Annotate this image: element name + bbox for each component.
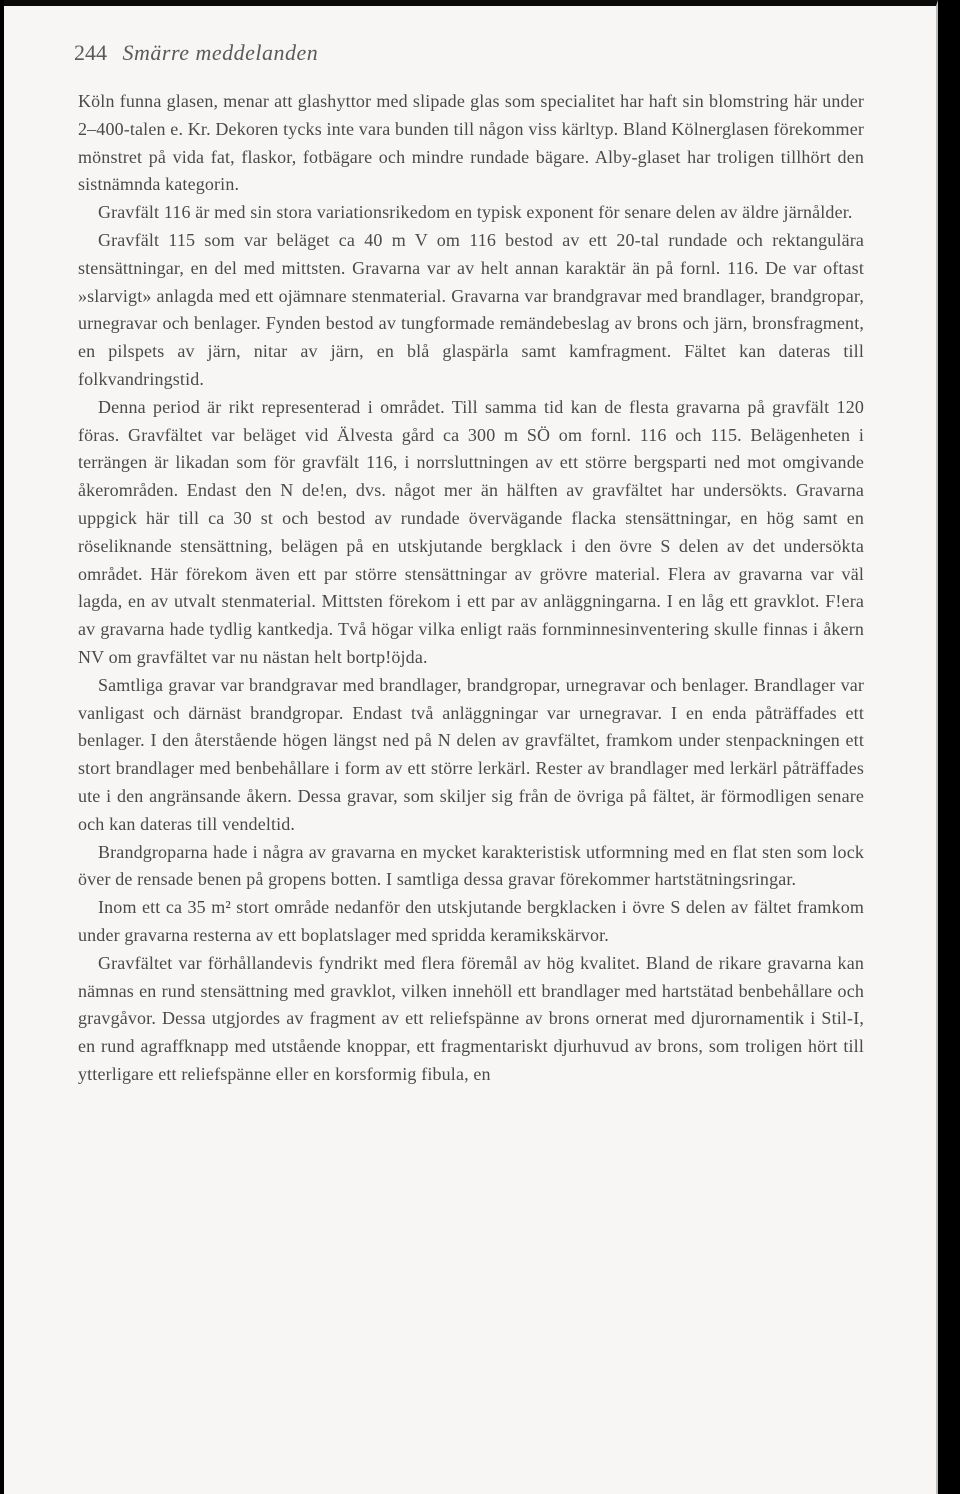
paragraph: Gravfältet var förhållandevis fyndrikt med flera föremål av hög kvalitet. Bland de rikare gravarna kan nämnas en rund stensättning med gravklot, vilken innehöll ett brandlager med hartstätad benbehållare och gravgåvor. Dessa utgjordes av fragment av ett reliefspänne av brons ornerat med djurornamentik i Stil-I, en rund agraffknapp med utstående knoppar, ett fragmentariskt djurhuvud av brons, som troligen hört till ytterligare ett reliefspänne eller en korsformig fibula, en	[78, 952, 864, 1084]
body-text	[78, 88, 864, 1089]
paragraph: Köln funna glasen, menar att glashyttor med slipade glas som specialitet har haft sin blomstring här under 2–400-talen e. Kr. Dekoren tycks inte vara bunden till någon viss kärltyp. Bland Kölnerglasen förekommer mönstret på vida fat, flaskor, fotbägare och mindre rundade bägare. Alby-glaset har troligen tillhört den sistnämnda kategorin.	[78, 91, 864, 195]
paragraph: Inom ett ca 35 m² stort område nedanför den utskjutande bergklacken i övre S delen av fältet framkom under gravarna resterna av ett boplatslager med spridda keramikskärvor.	[78, 897, 864, 945]
paragraph: Brandgroparna hade i några av gravarna en mycket karakteristisk utformning med en flat sten som lock över de rensade benen på gropens botten. I samtliga dessa gravar förekommer hartstätningsringar.	[78, 841, 864, 890]
page-number: 244	[74, 40, 107, 65]
paragraph: Denna period är rikt representerad i området. Till samma tid kan de flesta gravarna på gravfält 120 föras. Gravfältet var beläget vid Älvesta gård ca 300 m SÖ om fornl. 116 och 115. Belägenheten i terrängen är likadan som för gravfält 116, i norrsluttningen av ett större bergsparti ned mot omgivande åkerområden. Endast den N de!en, dvs. något mer än hälften av gravfältet har undersökts. Gravarna uppgick här till ca 30 st och bestod av rundade övervägande flacka stensättningar, en hög samt en röseliknande stensättning, belägen på en utskjutande bergklack i den övre S delen av det undersökta området. Här förekom även ett par större stensättningar av grövre material. Flera av gravarna var väl lagda, en av utvalt stenmaterial. Mittsten förekom i ett par av anläggningarna. I en låg ett gravklot. F!era av gravarna hade tydlig kantkedja. Två högar vilka enligt raäs fornminnesinventering skulle finnas i åkern NV om gravfältet var nu nästan helt bortp!öjda.	[78, 396, 864, 667]
paragraph: Gravfält 115 som var beläget ca 40 m V om 116 bestod av ett 20-tal rundade och rektangulära stensättningar, en del med mittsten. Gravarna var av helt annan karaktär än på fornl. 116. De var oftast »slarvigt» anlagda med ett ojämnare stenmaterial. Gravarna var brandgravar med brandlager, brandgropar, urnegravar och benlager. Fynden bestod av tungformade remändebeslag av brons och järn, bronsfragment, en pilspets av järn, nitar av järn, en blå glaspärla samt kamfragment. Fältet kan dateras till folkvandringstid.	[78, 229, 864, 389]
paragraph: Gravfält 116 är med sin stora variationsrikedom en typisk exponent för senare delen av äldre järnålder.	[98, 202, 853, 223]
running-header	[74, 40, 318, 66]
running-title: Smärre meddelanden	[122, 40, 319, 65]
paragraph: Samtliga gravar var brandgravar med brandlager, brandgropar, urnegravar och benlager. Brandlager var vanligast och därnäst brandgropar. Endast två anläggningar var urnegravar. I en enda påträffades ett benlager. I den återstående högen längst ned på N delen av gravfältet, framkom under stenpackningen ett stort brandlager med benbehållare i form av ett större lerkärl. Rester av brandlager med lerkärl påträffades ute i den angränsande åkern. Dessa gravar, som skiljer sig från de övriga på fältet, är förmodligen senare och kan dateras till vendeltid.	[78, 674, 864, 834]
document-page	[4, 0, 938, 1494]
